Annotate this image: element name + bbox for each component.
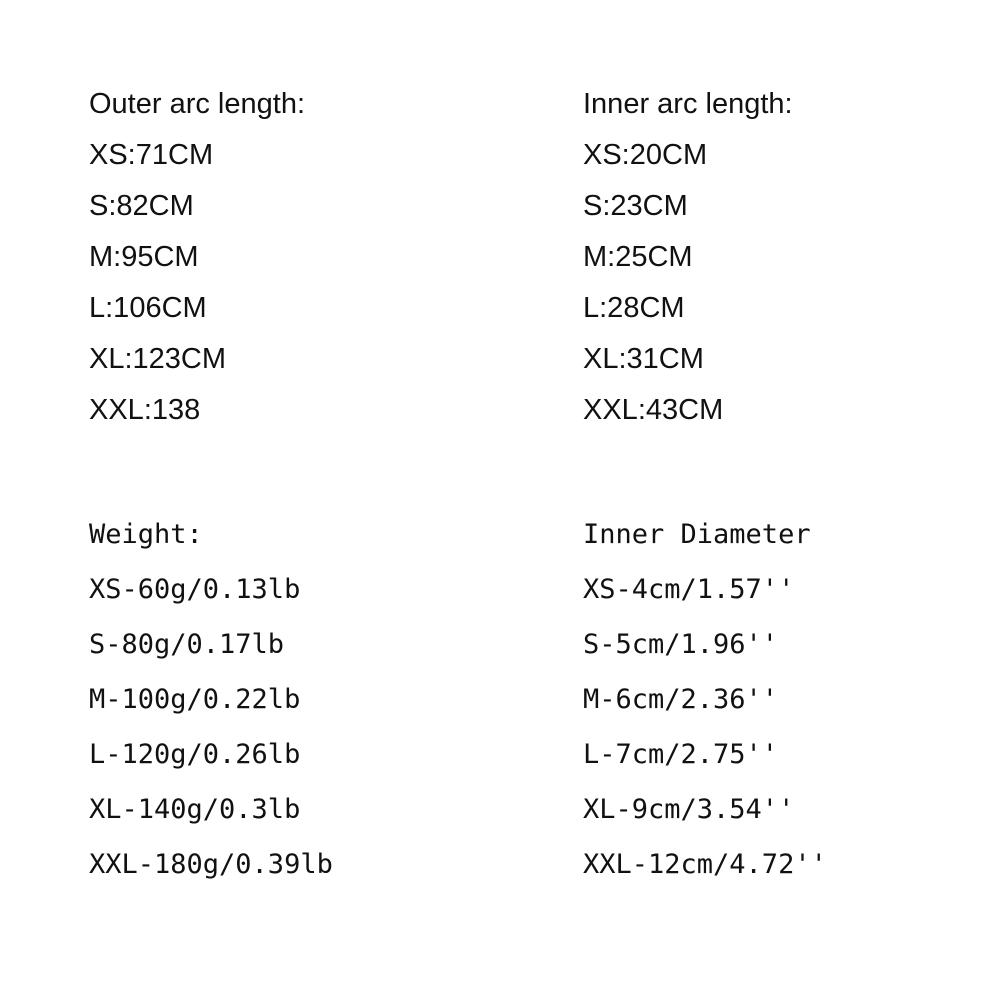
weight-s: S-80g/0.17lb [89, 629, 285, 660]
outer-arc-xxl: XXL:138 [89, 394, 201, 426]
inner-arc-xl: XL:31CM [583, 343, 704, 375]
weight-heading: Weight: [89, 519, 203, 550]
outer-arc-length-heading: Outer arc length: [89, 88, 305, 120]
outer-arc-s: S:82CM [89, 190, 194, 222]
inner-arc-length-section [583, 79, 793, 436]
weight-section [89, 507, 333, 892]
inner-arc-l: L:28CM [583, 292, 685, 324]
outer-arc-xs: XS:71CM [89, 139, 214, 171]
inner-diameter-l: L-7cm/2.75'' [583, 739, 779, 770]
weight-xxl: XXL-180g/0.39lb [89, 849, 333, 880]
inner-diameter-xs: XS-4cm/1.57'' [583, 574, 795, 605]
inner-arc-xs: XS:20CM [583, 139, 708, 171]
inner-arc-s: S:23CM [583, 190, 688, 222]
outer-arc-l: L:106CM [89, 292, 207, 324]
inner-diameter-m: M-6cm/2.36'' [583, 684, 779, 715]
inner-diameter-xl: XL-9cm/3.54'' [583, 794, 795, 825]
inner-arc-xxl: XXL:43CM [583, 394, 724, 426]
weight-xs: XS-60g/0.13lb [89, 574, 301, 605]
inner-diameter-section [583, 507, 827, 892]
outer-arc-m: M:95CM [89, 241, 199, 273]
inner-diameter-xxl: XXL-12cm/4.72'' [583, 849, 827, 880]
inner-arc-length-heading: Inner arc length: [583, 88, 793, 120]
inner-diameter-s: S-5cm/1.96'' [583, 629, 779, 660]
inner-arc-m: M:25CM [583, 241, 693, 273]
weight-m: M-100g/0.22lb [89, 684, 301, 715]
outer-arc-length-section [89, 79, 305, 436]
inner-diameter-heading: Inner Diameter [583, 519, 811, 550]
outer-arc-xl: XL:123CM [89, 343, 227, 375]
weight-xl: XL-140g/0.3lb [89, 794, 301, 825]
weight-l: L-120g/0.26lb [89, 739, 301, 770]
